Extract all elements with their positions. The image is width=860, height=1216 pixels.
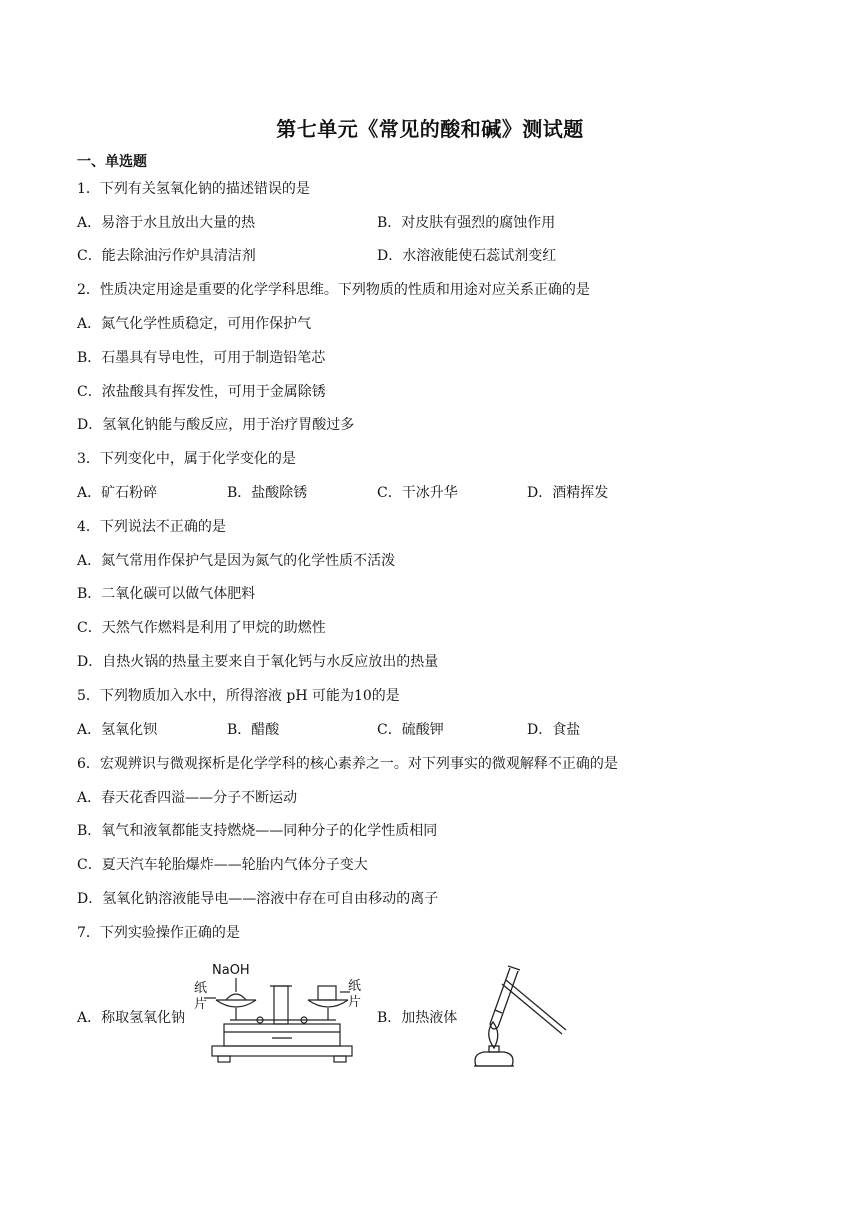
paper-label-right-1: 纸 bbox=[348, 979, 362, 994]
page-title: 第七单元《常见的酸和碱》测试题 bbox=[276, 117, 584, 141]
option-c: C．天然气作燃料是利用了甲烷的助燃性 bbox=[77, 620, 326, 636]
question-stem: 7．下列实验操作正确的是 bbox=[77, 925, 240, 941]
option-b: B．加热液体 bbox=[377, 1010, 458, 1026]
option-d: D．自热火锅的热量主要来自于氧化钙与水反应放出的热量 bbox=[77, 654, 439, 670]
option-c: C．夏天汽车轮胎爆炸——轮胎内气体分子变大 bbox=[77, 857, 368, 873]
option-d: D．食盐 bbox=[527, 722, 581, 738]
question-stem: 2．性质决定用途是重要的化学学科思维。下列物质的性质和用途对应关系正确的是 bbox=[77, 282, 590, 298]
option-b: B．氧气和液氧都能支持燃烧——同种分子的化学性质相同 bbox=[77, 823, 438, 839]
option-a: A．矿石粉碎 bbox=[77, 485, 158, 501]
option-b: B．盐酸除锈 bbox=[227, 485, 308, 501]
option-b: B．对皮肤有强烈的腐蚀作用 bbox=[377, 215, 556, 231]
option-c: C．能去除油污作炉具清洁剂 bbox=[77, 248, 256, 264]
option-c: C．浓盐酸具有挥发性，可用于金属除锈 bbox=[77, 384, 326, 400]
option-a: A．易溶于水且放出大量的热 bbox=[77, 215, 256, 231]
option-d: D．酒精挥发 bbox=[527, 485, 609, 501]
section-heading: 一、单选题 bbox=[77, 154, 147, 170]
option-d: D．水溶液能使石蕊试剂变红 bbox=[377, 248, 557, 264]
question-stem: 6．宏观辨识与微观探析是化学学科的核心素养之一。对下列事实的微观解释不正确的是 bbox=[77, 756, 618, 772]
test-tube-heating-icon bbox=[462, 962, 572, 1072]
heating-figure bbox=[462, 962, 572, 1072]
option-a: A．氢氧化钡 bbox=[77, 722, 158, 738]
question-stem: 3．下列变化中，属于化学变化的是 bbox=[77, 451, 296, 467]
option-d: D．氢氧化钠溶液能导电——溶液中存在可自由移动的离子 bbox=[77, 891, 439, 907]
option-a: A．氮气化学性质稳定，可用作保护气 bbox=[77, 316, 312, 332]
paper-label-right-2: 片 bbox=[348, 995, 362, 1010]
option-d: D．氢氧化钠能与酸反应，用于治疗胃酸过多 bbox=[77, 417, 355, 433]
question-stem: 5．下列物质加入水中，所得溶液 pH 可能为10的是 bbox=[77, 688, 400, 704]
balance-figure bbox=[190, 958, 370, 1073]
balance-icon bbox=[190, 958, 370, 1073]
option-a: A．氮气常用作保护气是因为氮气的化学性质不活泼 bbox=[77, 553, 396, 569]
naoh-label: NaOH bbox=[212, 963, 250, 978]
option-b: B．石墨具有导电性，可用于制造铅笔芯 bbox=[77, 350, 326, 366]
option-b: B．二氧化碳可以做气体肥料 bbox=[77, 586, 256, 602]
option-c: C．硫酸钾 bbox=[377, 722, 444, 738]
paper-label-left-2: 片 bbox=[194, 997, 208, 1012]
question-stem: 1．下列有关氢氧化钠的描述错误的是 bbox=[77, 181, 310, 197]
option-a: A．春天花香四溢——分子不断运动 bbox=[77, 790, 298, 806]
option-b: B．醋酸 bbox=[227, 722, 280, 738]
option-c: C．干冰升华 bbox=[377, 485, 458, 501]
option-a: A．称取氢氧化钠 bbox=[77, 1010, 186, 1026]
question-stem: 4．下列说法不正确的是 bbox=[77, 519, 226, 535]
paper-label-left-1: 纸 bbox=[194, 981, 208, 996]
